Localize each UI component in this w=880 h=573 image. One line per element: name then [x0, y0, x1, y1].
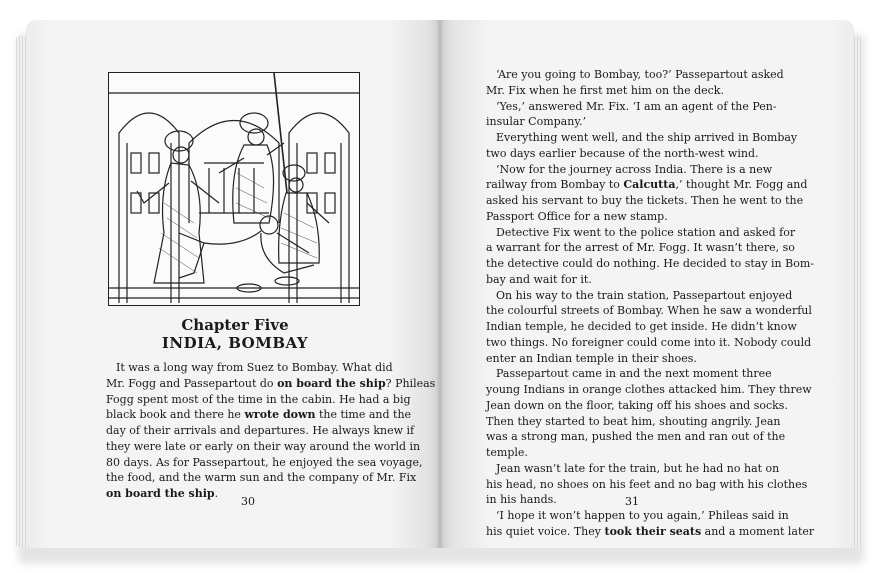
text-line: his head, no shoes on his feet and no bag with his clothes: [486, 477, 808, 491]
text-line: Passepartout came in and the next moment three: [496, 367, 772, 381]
temple-scene-drawing: [109, 73, 359, 305]
left-page-text: [106, 360, 436, 502]
text-line: Jean wasn’t late for the train, but he had no hat on: [496, 461, 780, 475]
text-line: bay and wait for it.: [486, 272, 592, 286]
text-line: Indian temple, he decided to get inside. He didn’t know: [486, 320, 797, 333]
text-line: the colourful streets of Bombay. When he saw a wonderful: [486, 304, 812, 318]
text-line: the food, and the warm sun and the company of Mr. Fix: [106, 471, 417, 485]
text-line: on board the ship.: [106, 487, 219, 500]
text-line: Mr. Fix when he first met him on the deck.: [486, 83, 724, 97]
text-line: Mr. Fogg and Passepartout do on board the ship? Phileas: [106, 376, 436, 390]
text-line: a warrant for the arrest of Mr. Fogg. It wasn’t there, so: [486, 241, 795, 255]
text-line: On his way to the train station, Passepartout enjoyed: [496, 288, 793, 302]
text-line: 80 days. As for Passepartout, he enjoyed the sea voyage,: [106, 455, 423, 469]
text-line: his quiet voice. They took their seats and a moment later: [486, 524, 815, 538]
text-line: ‘Now for the journey across India. There is a new: [496, 162, 773, 176]
chapter-illustration: [108, 72, 360, 306]
text-line: enter an Indian temple in their shoes.: [486, 351, 697, 365]
chapter-number: Chapter Five: [181, 316, 289, 334]
text-line: temple.: [486, 446, 528, 459]
text-line: they were late or early on their way around the world in: [106, 439, 421, 453]
text-line: ‘Yes,’ answered Mr. Fix. ‘I am an agent of the Pen-: [496, 99, 777, 113]
text-line: asked his servant to buy the tickets. Then he went to the: [486, 194, 804, 207]
text-line: young Indians in orange clothes attacked him. They threw: [486, 383, 812, 396]
text-line: Then they started to beat him, shouting angrily. Jean: [486, 414, 781, 428]
text-line: black book and there he wrote down the time and the: [106, 408, 412, 422]
text-line: Jean down on the floor, taking off his shoes and socks.: [486, 398, 788, 412]
text-line: railway from Bombay to Calcutta,’ thought Mr. Fogg and: [486, 178, 808, 192]
text-line: insular Company.’: [486, 115, 587, 129]
book-gutter: [436, 20, 444, 548]
text-line: the detective could do nothing. He decided to stay in Bom-: [486, 257, 814, 270]
text-line: Passport Office for a new stamp.: [486, 209, 668, 223]
text-line: Everything went well, and the ship arrived in Bombay: [496, 131, 798, 144]
text-line: ‘Are you going to Bombay, too?’ Passepartout asked: [496, 68, 784, 81]
page-number-right: 31: [625, 495, 639, 508]
right-page-text: [486, 67, 815, 540]
text-line: two things. No foreigner could come into it. Nobody could: [486, 335, 812, 349]
page-number-left: 30: [241, 495, 255, 508]
text-line: ‘I hope it won’t happen to you again,’ Phileas said in: [496, 509, 789, 522]
text-line: Detective Fix went to the police station and asked for: [496, 225, 796, 239]
text-line: was a strong man, pushed the men and ran out of the: [486, 430, 786, 444]
text-line: It was a long way from Suez to Bombay. What did: [116, 361, 393, 374]
text-line: two days earlier because of the north-west wind.: [486, 146, 759, 160]
text-line: in his hands.: [486, 493, 557, 507]
text-line: Fogg spent most of the time in the cabin. He had a big: [106, 392, 411, 406]
text-line: day of their arrivals and departures. He always knew if: [106, 424, 415, 437]
chapter-title: INDIA, BOMBAY: [161, 334, 309, 352]
